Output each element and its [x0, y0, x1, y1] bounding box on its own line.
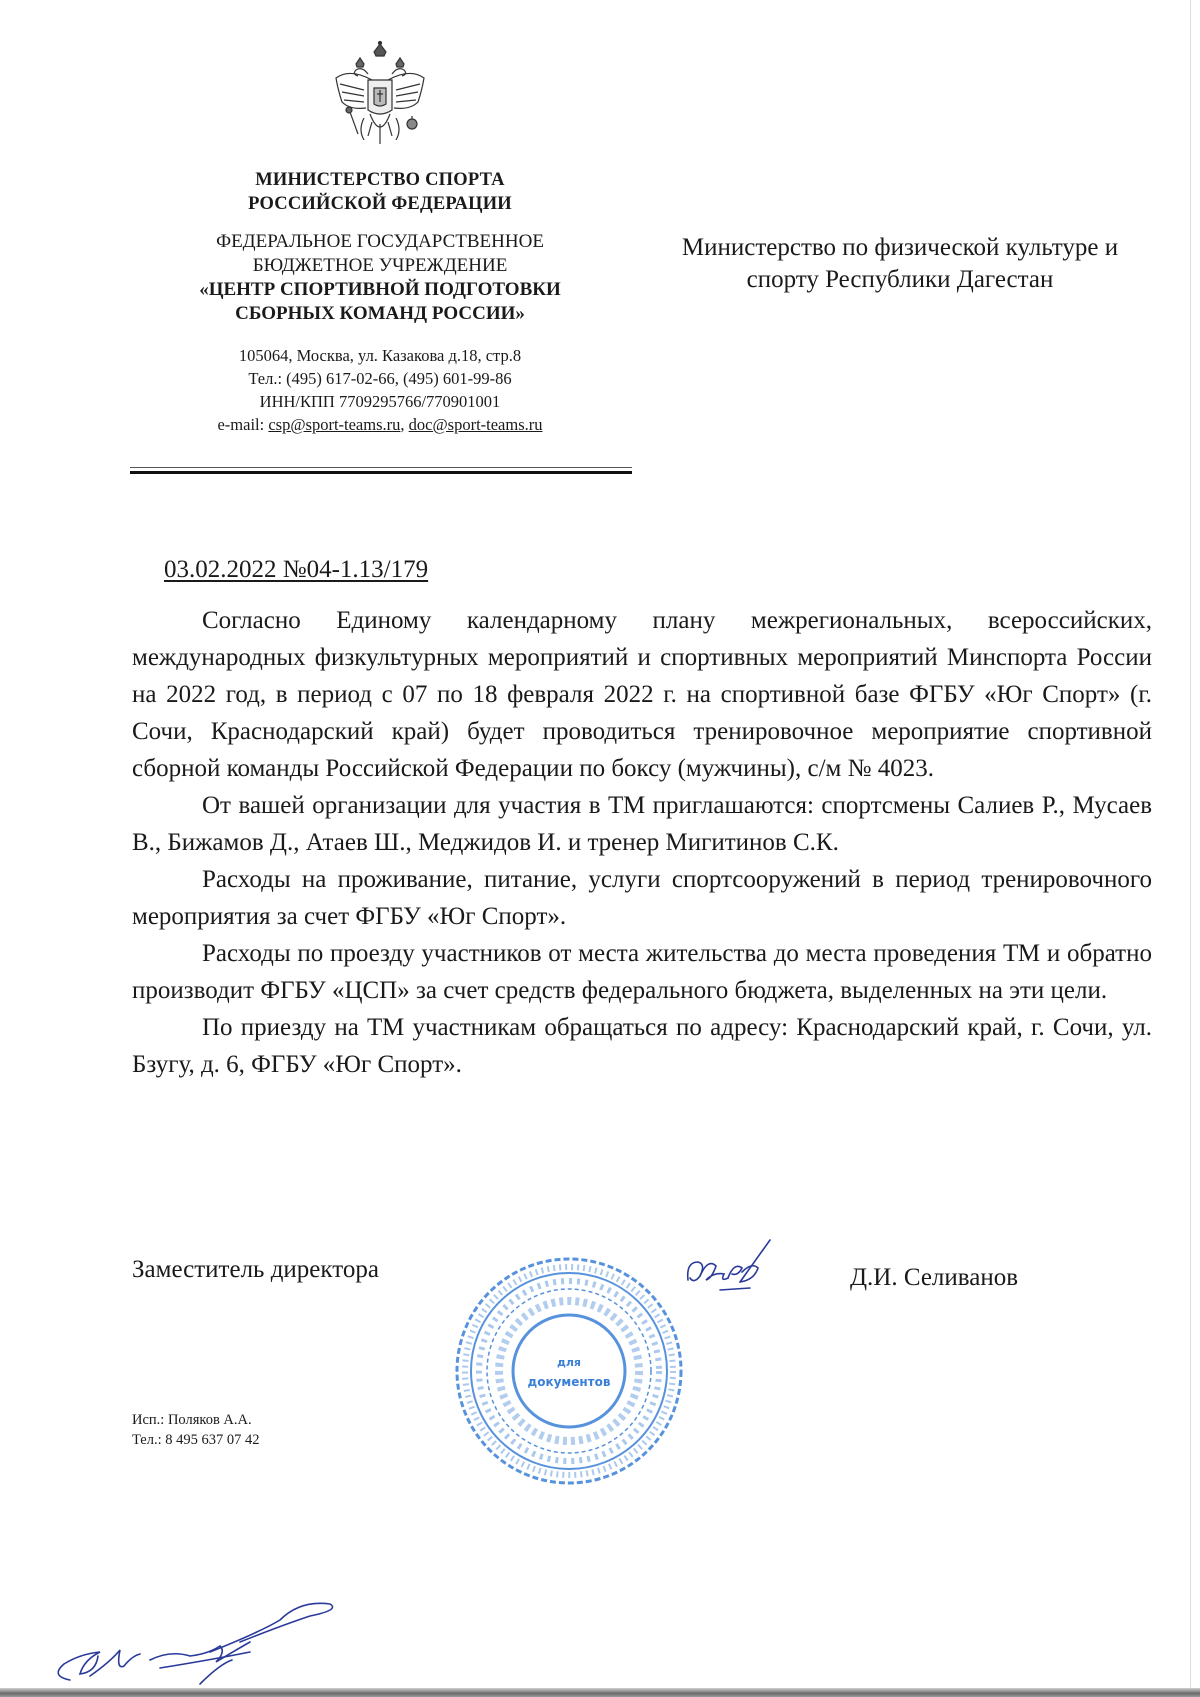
stamp-center-text: для: [556, 1356, 582, 1369]
executor-phone: Тел.: 8 495 637 07 42: [132, 1432, 260, 1448]
body-paragraph: От вашей организации для участия в ТМ приглашаются: спортсмены Салиев Р., Мусаев В., Бижамов Д., Атаев Ш., Меджидов И. и тренер Мигитинов С.К.: [132, 792, 1152, 856]
letterhead-divider: [130, 467, 632, 474]
ministry-name-line: МИНИСТЕРСТВО СПОРТА: [255, 170, 505, 190]
institution-type-line: БЮДЖЕТНОЕ УЧРЕЖДЕНИЕ: [252, 255, 508, 276]
contact-info: [130, 344, 630, 436]
body-paragraph: По приезду на ТМ участникам обращаться по адресу: Краснодарский край, г. Сочи, ул. Бзугу, д. 6, ФГБУ «Юг Спорт».: [132, 1014, 1152, 1078]
executor-info: [132, 1410, 260, 1450]
email-link-doc[interactable]: doc@sport-teams.ru: [408, 415, 543, 434]
letterhead: [130, 40, 630, 436]
postal-address: 105064, Москва, ул. Казакова д.18, стр.8: [238, 346, 522, 365]
body-paragraph: Согласно Единому календарному плану межрегиональных, всероссийских, международных физкультурных мероприятий и спортивных мероприятий Минспорта России на 2022 год, в период с 07 по 18 февраля 2022 г. на спортивной базе ФГБУ «Юг Спорт» (г. Сочи, Краснодарский край) будет проводиться тренировочное мероприятие спортивной сборной команды Российской Федерации по боксу (мужчины), с/м № 4023.: [132, 607, 1152, 782]
signatory-name: Д.И. Селиванов: [850, 1264, 1019, 1291]
document-reference-number: 03.02.2022 №04-1.13/179: [164, 556, 429, 583]
director-signature-icon: [680, 1232, 800, 1312]
official-stamp-icon: [452, 1254, 686, 1488]
institution-title-line: «ЦЕНТР СПОРТИВНОЙ ПОДГОТОВКИ: [199, 279, 561, 300]
divider-thin-line: [130, 467, 632, 468]
body-paragraph: Расходы по проезду участников от места жительства до места проведения ТМ и обратно производит ФГБУ «ЦСП» за счет средств федерального бюджета, выделенных на эти цели.: [132, 940, 1152, 1004]
email-link-csp[interactable]: csp@sport-teams.ru: [268, 415, 401, 434]
institution-name: [130, 230, 630, 326]
email-separator: ,: [400, 415, 409, 434]
addressee-line: Министерство по физической культуре и: [681, 234, 1119, 261]
letter-body: [132, 602, 1152, 1083]
stamp-center-text: документов: [527, 1375, 611, 1389]
divider-thick-line: [130, 471, 632, 474]
institution-type-line: ФЕДЕРАЛЬНОЕ ГОСУДАРСТВЕННОЕ: [216, 231, 544, 252]
institution-title-line: СБОРНЫХ КОМАНД РОССИИ»: [235, 303, 525, 324]
executor-name: Исп.: Поляков А.А.: [132, 1412, 252, 1428]
inn-kpp: ИНН/КПП 7709295766/770901001: [259, 392, 501, 411]
addressee-line: спорту Республики Дагестан: [746, 266, 1054, 293]
handwritten-signature-icon: [40, 1580, 340, 1690]
phone-numbers: Тел.: (495) 617-02-66, (495) 601-99-86: [248, 369, 512, 388]
body-paragraph: Расходы на проживание, питание, услуги спортсооружений в период тренировочного мероприятия за счет ФГБУ «Юг Спорт».: [132, 866, 1152, 930]
email-label: e-mail:: [217, 415, 269, 434]
email-line: [130, 413, 630, 436]
signatory-title: Заместитель директора: [132, 1256, 379, 1283]
ministry-name: [130, 168, 630, 216]
page-edge: [1190, 0, 1191, 1690]
addressee: [640, 232, 1160, 296]
ministry-name-line: РОССИЙСКОЙ ФЕДЕРАЦИИ: [248, 194, 512, 214]
russian-coat-of-arms-icon: [328, 40, 432, 158]
